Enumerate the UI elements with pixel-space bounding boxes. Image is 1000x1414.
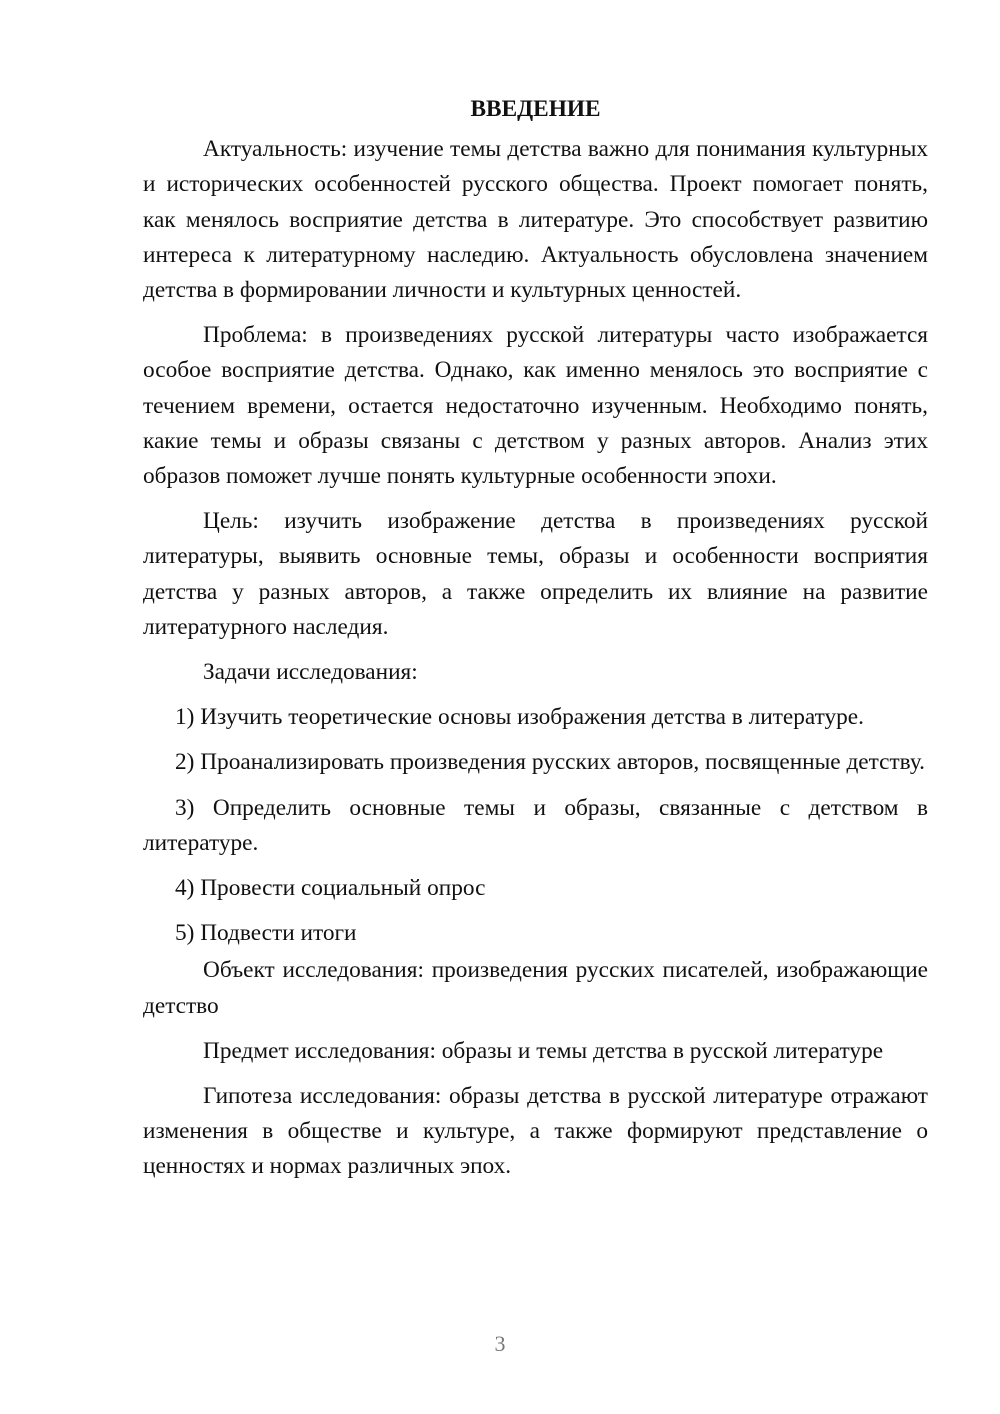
document-page — [143, 92, 928, 1195]
research-subject-paragraph: Предмет исследования: образы и темы детства в русской литературе — [203, 1037, 884, 1064]
relevance-paragraph: Актуальность: изучение темы детства важно для понимания культурных и исторических особенностей русского общества. Проект помогает понять, как менялось восприятие детства в литературе. Это способствует развитию интереса к литературному наследию. Актуальность обусловлена значением детства в формировании личности и культурных ценностей. — [143, 136, 928, 304]
task-item-4: 4) Провести социальный опрос — [175, 875, 486, 902]
research-hypothesis-paragraph: Гипотеза исследования: образы детства в русской литературе отражают изменения в обществе и культуре, а также формируют представление о ценностях и нормах различных эпох. — [143, 1083, 928, 1180]
task-item-5: 5) Подвести итоги — [175, 920, 357, 947]
goal-paragraph: Цель: изучить изображение детства в произведениях русской литературы, выявить основные темы, образы и особенности восприятия детства у разных авторов, а также определить их влияние на развитие литературного наследия. — [143, 508, 928, 640]
task-item-2: 2) Проанализировать произведения русских авторов, посвященные детству. — [175, 749, 925, 776]
problem-paragraph: Проблема: в произведениях русской литературы часто изображается особое восприятие детства. Однако, как именно менялось это восприятие с течением времени, остается недостаточно изученным. Необходимо понять, какие темы и образы связаны с детством у разных авторов. Анализ этих образов поможет лучше понять культурные особенности эпохи. — [143, 322, 928, 490]
task-item-3: 3) Определить основные темы и образы, связанные с детством в литературе. — [143, 794, 928, 856]
section-heading: ВВЕДЕНИЕ — [470, 96, 601, 122]
research-object-paragraph: Объект исследования: произведения русских писателей, изображающие детство — [143, 957, 928, 1019]
page-number: 3 — [494, 1331, 506, 1356]
task-item-1: 1) Изучить теоретические основы изображения детства в литературе. — [175, 704, 864, 731]
tasks-title: Задачи исследования: — [203, 659, 418, 686]
